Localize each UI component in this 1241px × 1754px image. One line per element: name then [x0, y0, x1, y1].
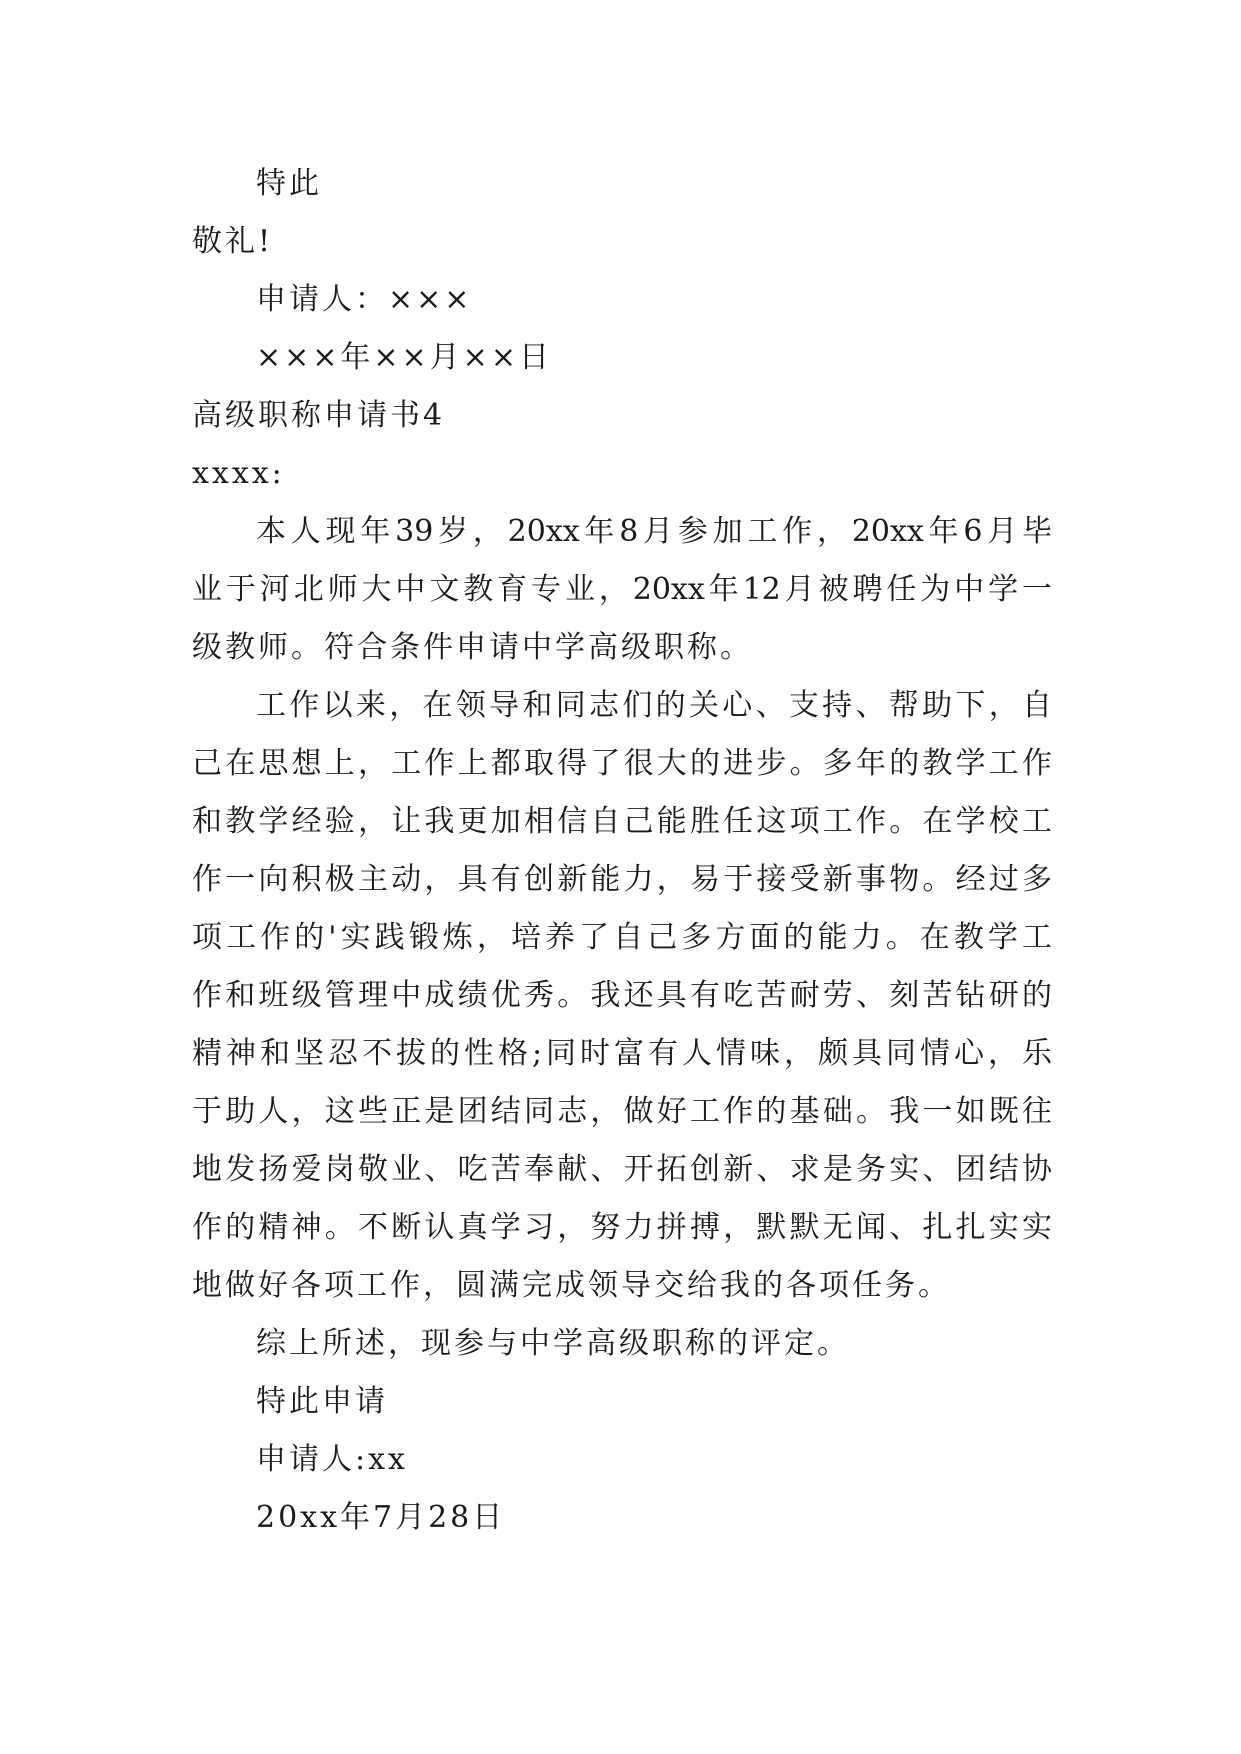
- closing-tebi: 特此: [256, 166, 322, 201]
- request-closing: 特此申请: [256, 1384, 388, 1419]
- paragraph1-line: 本人现年39岁，20xx年8月参加工作，20xx年6月毕: [256, 514, 1052, 549]
- signature: 申请人:xx: [256, 1442, 408, 1477]
- paragraph2-line: 工作以来，在领导和同志们的关心、支持、帮助下，自: [256, 688, 1052, 723]
- paragraph2-line: 己在思想上，工作上都取得了很大的进步。多年的教学工作: [192, 746, 1052, 781]
- paragraph2-line: 精神和坚忍不拔的性格;同时富有人情味，颇具同情心，乐: [192, 1036, 1052, 1071]
- paragraph2-line: 项工作的'实践锻炼，培养了自己多方面的能力。在教学工: [192, 920, 1052, 955]
- closing-date: ×××年××月××日: [256, 340, 552, 375]
- paragraph2-line: 地发扬爱岗敬业、吃苦奉献、开拓创新、求是务实、团结协: [192, 1152, 1052, 1187]
- paragraph2-line: 地做好各项工作，圆满完成领导交给我的各项任务。: [192, 1268, 951, 1303]
- closing-jingli: 敬礼!: [192, 224, 274, 259]
- paragraph2-line: 作和班级管理中成绩优秀。我还具有吃苦耐劳、刻苦钻研的: [192, 978, 1052, 1013]
- paragraph2-line: 于助人，这些正是团结同志，做好工作的基础。我一如既往: [192, 1094, 1052, 1129]
- salutation: xxxx:: [192, 456, 285, 491]
- signature-date: 20xx年7月28日: [256, 1500, 506, 1535]
- paragraph2-line: 和教学经验，让我更加相信自己能胜任这项工作。在学校工: [192, 804, 1052, 839]
- paragraph1-line: 业于河北师大中文教育专业，20xx年12月被聘任为中学一: [192, 572, 1052, 607]
- paragraph1-line: 级教师。符合条件申请中学高级职称。: [192, 630, 753, 665]
- section-title: 高级职称申请书4: [192, 398, 446, 433]
- paragraph2-line: 作的精神。不断认真学习，努力拼搏，默默无闻、扎扎实实: [192, 1210, 1052, 1245]
- closing-applicant: 申请人：×××: [256, 282, 473, 317]
- paragraph3: 综上所述，现参与中学高级职称的评定。: [256, 1326, 850, 1361]
- paragraph2-line: 作一向积极主动，具有创新能力，易于接受新事物。经过多: [192, 862, 1052, 897]
